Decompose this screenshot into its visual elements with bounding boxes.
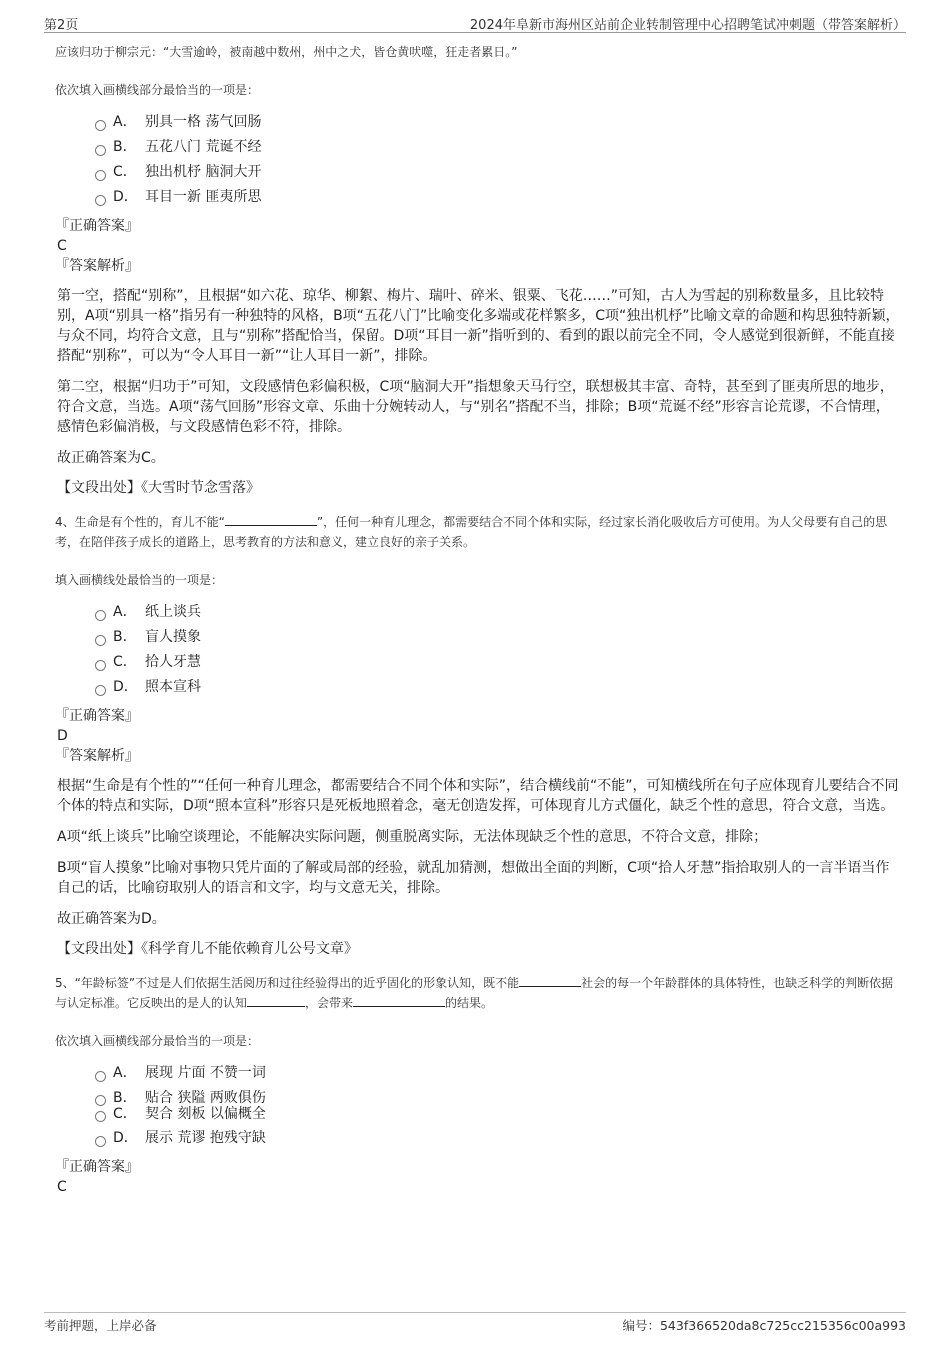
- radio-icon[interactable]: [95, 145, 106, 156]
- radio-icon[interactable]: [95, 195, 106, 206]
- radio-icon[interactable]: [95, 610, 106, 621]
- q3-answer: C: [57, 238, 67, 254]
- q4-option-a[interactable]: A． 纸上谈兵: [95, 600, 900, 625]
- q3-answer-label: 『正确答案』: [55, 218, 139, 234]
- q5-option-a[interactable]: A． 展现 片面 不赞一词: [95, 1061, 900, 1086]
- footer-slogan: 考前押题，上岸必备: [44, 1318, 157, 1333]
- radio-icon[interactable]: [95, 635, 106, 646]
- q3-prompt: 依次填入画横线部分最恰当的一项是：: [55, 83, 260, 97]
- page-number: 第2页: [44, 18, 79, 33]
- page-footer: [44, 1312, 906, 1338]
- q5-options: [95, 1061, 900, 1151]
- q3-option-d[interactable]: D． 耳目一新 匪夷所思: [95, 185, 900, 210]
- radio-icon[interactable]: [95, 1095, 106, 1106]
- q5-stem: 5、“年龄标签”不过是人们依据生活阅历和过往经验得出的近乎固化的形象认知，既不能 社会的每一个年龄群体的具体特性，也缺乏科学的判断依据与认定标准。它反映出的是人的认知 ，会带来 的结果。: [55, 976, 894, 1010]
- q3-analysis-label: 『答案解析』: [55, 258, 139, 274]
- q4-answer: D: [57, 728, 68, 744]
- q4-analysis-label: 『答案解析』: [55, 748, 139, 764]
- q3-analysis-1: 第一空，搭配“别称”，且根据“如六花、琼华、柳絮、梅片、瑞叶、碎米、银粟、飞花……”可知，古人为雪起的别称数量多，且比较特别，A项“别具一格”指另有一种独特的风格，B项“五花八门”比喻变化多端或花样繁多，C项“独出机杼”比喻文章的命题和构思独特新颖，与众不同，均符合文意，且与“别称”搭配恰当，保留。D项“耳目一新”指听到的、看到的跟以前完全不同，令人感觉到很新鲜，不能直接搭配“别称”，可以为“令人耳目一新”“让人耳目一新”，排除。: [57, 288, 900, 364]
- radio-icon[interactable]: [95, 660, 106, 671]
- q5-answer: C: [57, 1179, 67, 1195]
- radio-icon[interactable]: [95, 170, 106, 181]
- q5-prompt: 依次填入画横线部分最恰当的一项是：: [55, 1034, 260, 1048]
- radio-icon[interactable]: [95, 120, 106, 131]
- q4-analysis-3: B项“盲人摸象”比喻对事物只凭片面的了解或局部的经验，就乱加猜测，想做出全面的判断，C项“拾人牙慧”指拾取别人的一言半语当作自己的话，比喻窃取别人的语言和文字，均与文意无关，排除。: [57, 860, 890, 896]
- q5-option-d[interactable]: D． 展示 荒谬 抱残守缺: [95, 1126, 900, 1151]
- q5-answer-label: 『正确答案』: [55, 1159, 139, 1175]
- page-header: [44, 14, 906, 33]
- q4-blank: [225, 513, 317, 526]
- q4-option-d[interactable]: D． 照本宣科: [95, 675, 900, 700]
- q4-option-b[interactable]: B． 盲人摸象: [95, 625, 900, 650]
- radio-icon[interactable]: [95, 1111, 106, 1122]
- q3-stem-tail: 应该归功于柳宗元：“大雪逾岭，被南越中数州，州中之犬，皆仓黄吠噬，狂走者累日。”: [55, 45, 518, 59]
- q3-option-b[interactable]: B． 五花八门 荒诞不经: [95, 135, 900, 160]
- q4-answer-label: 『正确答案』: [55, 708, 139, 724]
- q5-blank-3: [353, 994, 445, 1007]
- document-title: 2024年阜新市海州区站前企业转制管理中心招聘笔试冲刺题（带答案解析）: [469, 18, 906, 33]
- document-body: [55, 42, 900, 1197]
- radio-icon[interactable]: [95, 1136, 106, 1147]
- q4-analysis-4: 故正确答案为D。: [57, 911, 166, 927]
- q3-options: [95, 110, 900, 210]
- q3-option-c[interactable]: C． 独出机杼 脑洞大开: [95, 160, 900, 185]
- q4-analysis-2: A项“纸上谈兵”比喻空谈理论，不能解决实际问题，侧重脱离实际，无法体现缺乏个性的意思，不符合文意，排除；: [57, 829, 768, 845]
- q3-analysis-2: 第二空，根据“归功于”可知，文段感情色彩偏积极，C项“脑洞大开”指想象天马行空，联想极其丰富、奇特，甚至到了匪夷所思的地步，符合文意，当选。A项“荡气回肠”形容文章、乐曲十分婉转动人，与“别名”搭配不当，排除；B项“荒诞不经”形容言论荒谬，不合情理，感情色彩偏消极，与文段感情色彩不符，排除。: [57, 379, 894, 435]
- q5-option-b[interactable]: B． 贴合 狭隘 两败俱伤: [95, 1090, 900, 1106]
- q4-option-c[interactable]: C． 拾人牙慧: [95, 650, 900, 675]
- radio-icon[interactable]: [95, 1071, 106, 1082]
- q4-stem: 4、生命是有个性的，育儿不能“ ”，任何一种育儿理念，都需要结合不同个体和实际，经过家长消化吸收后方可使用。为人父母要有自己的思考，在陪伴孩子成长的道路上，思考教育的方法和意义，建立良好的亲子关系。: [55, 515, 888, 549]
- q5-blank-1: [519, 974, 581, 987]
- footer-serial: 编号：543f366520da8c725cc215356c00a993: [622, 1318, 906, 1333]
- q3-analysis-3: 故正确答案为C。: [57, 450, 165, 466]
- q5-option-c[interactable]: C． 契合 刻板 以偏概全: [95, 1106, 900, 1122]
- q4-analysis-1: 根据“生命是有个性的”“任何一种育儿理念，都需要结合不同个体和实际”，结合横线前“不能”，可知横线所在句子应体现育儿要结合不同个体的特点和实际，D项“照本宣科”形容只是死板地照着念，毫无创造发挥，可体现育儿方式僵化，缺乏个性的意思，符合文意，当选。: [57, 778, 899, 814]
- q4-source: 【文段出处】《科学育儿不能依赖育儿公号文章》: [57, 941, 358, 957]
- q4-options: [95, 600, 900, 700]
- q3-source: 【文段出处】《大雪时节念雪落》: [57, 480, 260, 496]
- q3-option-a[interactable]: A． 别具一格 荡气回肠: [95, 110, 900, 135]
- q4-prompt: 填入画横线处最恰当的一项是：: [55, 573, 224, 587]
- radio-icon[interactable]: [95, 685, 106, 696]
- q5-blank-2: [247, 994, 305, 1007]
